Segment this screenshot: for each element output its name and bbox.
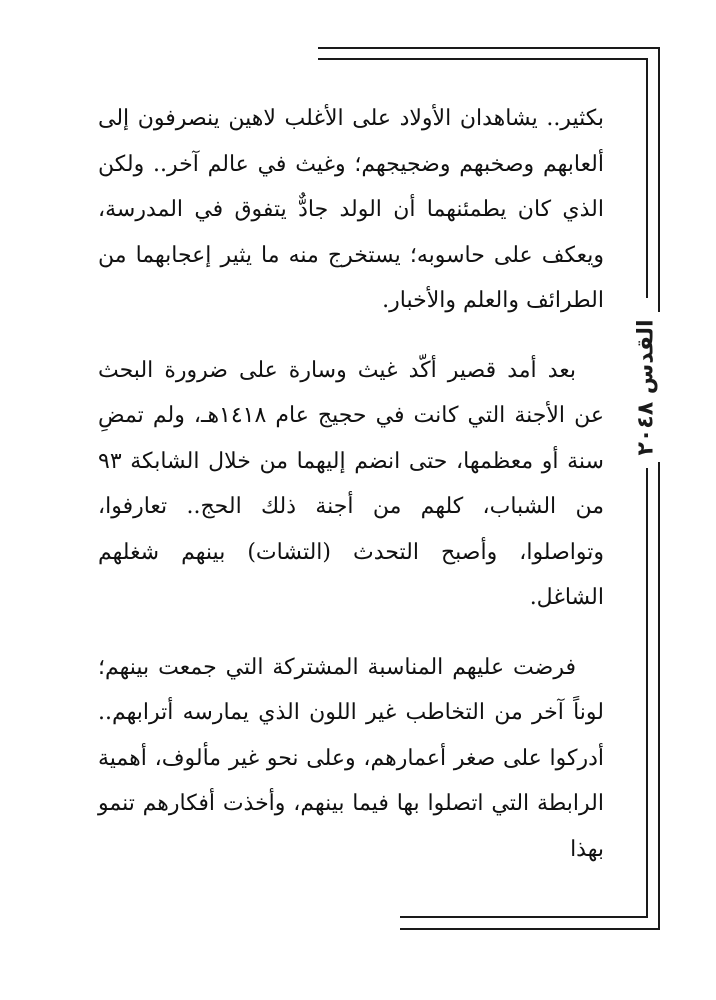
paragraph-1: بكثير.. يشاهدان الأولاد على الأغلب لاهين ينصرفون إلى ألعابهم وصخبهم وضجيجهم؛ وغيث في عالم آخر.. ولكن الذي كان يطمئنهما أن الولد جادٌّ يتفوق في المدرسة، ويعكف على حاسوبه؛ يستخرج منه ما يثير إعجابهما من الطرائف والعلم والأخبار. [98, 106, 604, 313]
running-head-text: القدس ٢٠٤٨ [633, 318, 659, 456]
frame-outer-right-line [658, 47, 660, 930]
frame-inner-bottom-line [400, 916, 648, 918]
paragraph-3: فرضت عليهم المناسبة المشتركة التي جمعت بينهم؛ لوناً آخر من التخاطب غير اللون الذي يمارسه أترابهم.. أدركوا على صغر أعمارهم، وعلى نحو غير مألوف، أهمية الرابطة التي اتصلوا بها فيما بينهم، وأخذت أفكارهم تنمو بهذا [98, 654, 604, 862]
paragraph-2: بعد أمد قصير أكّد غيث وسارة على ضرورة البحث عن الأجنة التي كانت في حجيج عام ١٤١٨هـ، ولم تمضِ سنة أو معظمها، حتى انضم إليهما من خلال الشابكة ٩٣ من الشباب، كلهم من أجنة ذلك الحج.. تعارفوا، وتواصلوا، وأصبح التحدث (التشات) بينهم شغلهم الشاغل. [98, 357, 604, 610]
page-body [98, 96, 604, 872]
frame-inner-right-line-lower [646, 468, 648, 918]
running-head [618, 312, 674, 462]
frame-outer-top-line [318, 47, 660, 49]
frame-inner-right-line [646, 58, 648, 298]
frame-inner-top-line [318, 58, 648, 60]
frame-outer-bottom-line [400, 928, 660, 930]
